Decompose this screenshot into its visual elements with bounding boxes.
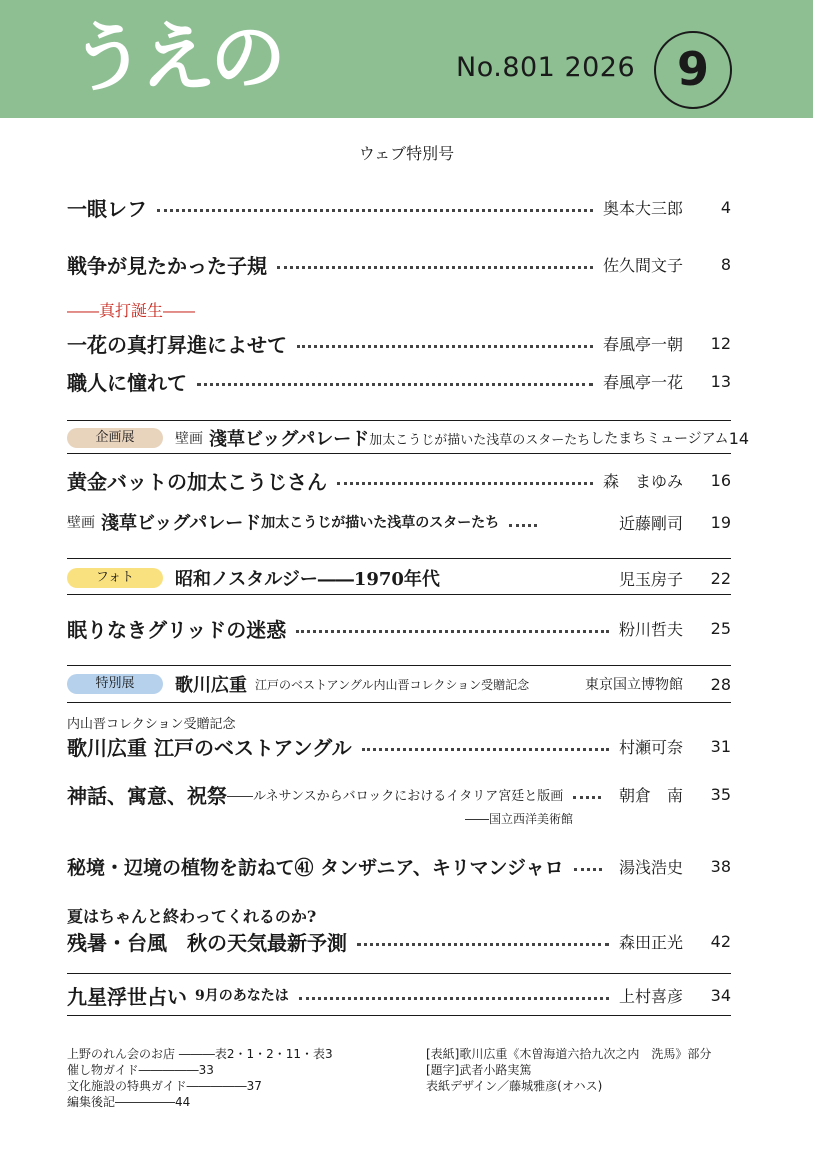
entry-author: 児玉房子 <box>618 569 683 589</box>
entry-author: 佐久間文子 <box>602 255 683 275</box>
toc-entry-exhibition[interactable] <box>67 669 731 699</box>
leader-dots <box>297 345 593 348</box>
entry-page: 22 <box>710 568 731 588</box>
month-badge: 9 <box>654 31 732 109</box>
entry-author: したまちミュージアム <box>590 431 729 447</box>
special-issue-label: ウェブ特別号 <box>358 144 455 163</box>
entry-author: 上村喜彦 <box>618 986 683 1006</box>
toc-entry[interactable] <box>67 192 731 222</box>
entry-title: 残暑・台風 秋の天気最新予測 <box>67 930 347 955</box>
entry-title: 歌川広重 <box>175 675 247 696</box>
design-credit: 表紙デザイン／藤城雅彦(オハス) <box>426 1079 603 1093</box>
category-badge: 特別展 <box>67 674 163 694</box>
entry-subtitle: 加太こうじが描いた浅草のスターたち <box>369 432 591 448</box>
leader-dots <box>357 943 609 946</box>
divider <box>67 665 731 666</box>
entry-title: 眠りなきグリッドの迷惑 <box>67 617 287 642</box>
divider <box>67 558 731 559</box>
entry-author: 森 まゆみ <box>602 471 683 491</box>
issue-number: No.801 2026 <box>456 52 636 83</box>
entry-kicker: 夏はちゃんと終わってくれるのか? <box>67 907 317 926</box>
entry-title: 戦争が見たかった子規 <box>67 253 267 278</box>
entry-page: 35 <box>710 784 731 804</box>
entry-page: 13 <box>710 371 731 391</box>
leader-dots <box>299 997 609 1000</box>
entry-page: 4 <box>720 197 731 217</box>
entry-title: 職人に憧れて <box>67 370 187 395</box>
toc-entry[interactable] <box>67 926 731 956</box>
footer-right <box>426 1046 711 1094</box>
footer-link[interactable]: 編集後記―――――44 <box>67 1095 191 1109</box>
entry-page: 19 <box>710 512 731 532</box>
entry-subtitle: 9月のあなたは <box>195 988 289 1004</box>
entry-note: ――国立西洋美術館 <box>464 812 573 826</box>
section-heading-shinuchi: ――真打誕生―― <box>67 301 196 320</box>
entry-page: 34 <box>710 985 731 1005</box>
entry-subtitle: 江戸のベストアングル内山晋コレクション受贈記念 <box>255 677 530 692</box>
entry-title: 一花の真打昇進によせて <box>67 332 287 357</box>
leader-dots <box>573 796 601 799</box>
entry-page: 16 <box>710 470 731 490</box>
entry-title: 淺草ビッグパレード <box>101 513 262 534</box>
entry-page: 12 <box>710 333 731 353</box>
entry-author: 湯浅浩史 <box>618 857 683 877</box>
divider <box>67 1015 731 1016</box>
entry-title: 黄金バットの加太こうじさん <box>67 469 327 494</box>
entry-title: 神話、寓意、祝祭 <box>67 783 227 808</box>
magazine-logo: うえの <box>70 13 280 102</box>
entry-author: 春風亭一花 <box>602 372 683 392</box>
footer-link[interactable]: 文化施設の特典ガイド―――――37 <box>67 1079 262 1093</box>
entry-author: 東京国立博物館 <box>585 677 683 693</box>
toc-entry[interactable] <box>67 731 731 761</box>
entry-page: 38 <box>710 856 731 876</box>
divider <box>67 420 731 421</box>
footer-link[interactable]: 催し物ガイド―――――33 <box>67 1063 214 1077</box>
toc-entry-photo[interactable] <box>67 563 731 593</box>
leader-dots <box>296 630 609 633</box>
footer-left <box>67 1046 333 1110</box>
divider <box>67 594 731 595</box>
entry-author: 朝倉 南 <box>618 785 683 805</box>
entry-title: 昭和ノスタルジー――1970年代 <box>175 569 440 590</box>
entry-author: 森田正光 <box>618 932 683 952</box>
toc-entry[interactable] <box>67 328 731 358</box>
entry-title: 一眼レフ <box>67 196 147 221</box>
entry-prefix: 壁画 <box>67 515 95 531</box>
toc-entry[interactable] <box>67 779 731 809</box>
leader-dots <box>574 868 602 871</box>
header-band <box>0 0 813 118</box>
toc-entry[interactable] <box>67 980 731 1010</box>
entry-author: 近藤剛司 <box>618 513 683 533</box>
entry-page: 31 <box>710 736 731 756</box>
entry-kicker: 内山晋コレクション受贈記念 <box>67 717 236 732</box>
toc-entry-exhibition[interactable] <box>67 423 750 453</box>
entry-title: 淺草ビッグパレード <box>209 429 370 450</box>
leader-dots <box>337 482 593 485</box>
entry-subtitle: ――ルネサンスからバロックにおけるイタリア宮廷と版画 <box>227 788 564 804</box>
entry-prefix: 壁画 <box>175 431 203 447</box>
divider <box>67 702 731 703</box>
toc-entry[interactable] <box>67 851 731 881</box>
entry-title: 九星浮世占い <box>67 984 187 1009</box>
toc-entry[interactable] <box>67 507 731 537</box>
entry-title: 秘境・辺境の植物を訪ねて㊶ タンザニア、キリマンジャロ <box>67 856 564 879</box>
entry-author: 春風亭一朝 <box>602 334 683 354</box>
leader-dots <box>197 383 593 386</box>
toc-entry[interactable] <box>67 613 731 643</box>
entry-author: 奥本大三郎 <box>602 198 683 218</box>
entry-page: 14 <box>728 428 750 448</box>
entry-title: 歌川広重 江戸のベストアングル <box>67 735 352 760</box>
entry-author: 粉川哲夫 <box>618 619 683 639</box>
entry-page: 42 <box>710 931 731 951</box>
category-badge: フォト <box>67 568 163 588</box>
divider <box>67 453 731 454</box>
toc-entry[interactable] <box>67 465 731 495</box>
entry-author: 村瀬可奈 <box>618 737 683 757</box>
title-credit: [題字]武者小路実篤 <box>426 1063 532 1077</box>
category-badge: 企画展 <box>67 428 163 448</box>
leader-dots <box>157 209 593 212</box>
divider <box>67 973 731 974</box>
entry-page: 8 <box>720 254 731 274</box>
leader-dots <box>277 266 593 269</box>
toc-entry[interactable] <box>67 366 731 396</box>
toc-entry[interactable] <box>67 249 731 279</box>
entry-page: 28 <box>710 674 731 694</box>
cover-credit: [表紙]歌川広重《木曽海道六拾九次之内 洗馬》部分 <box>426 1047 712 1061</box>
leader-dots <box>509 524 537 527</box>
entry-subtitle: 加太こうじが描いた浅草のスターたち <box>261 515 500 531</box>
entry-page: 25 <box>710 618 731 638</box>
footer-link[interactable]: 上野のれん会のお店 ―――表2・1・2・11・表3 <box>67 1047 333 1061</box>
leader-dots <box>362 748 609 751</box>
